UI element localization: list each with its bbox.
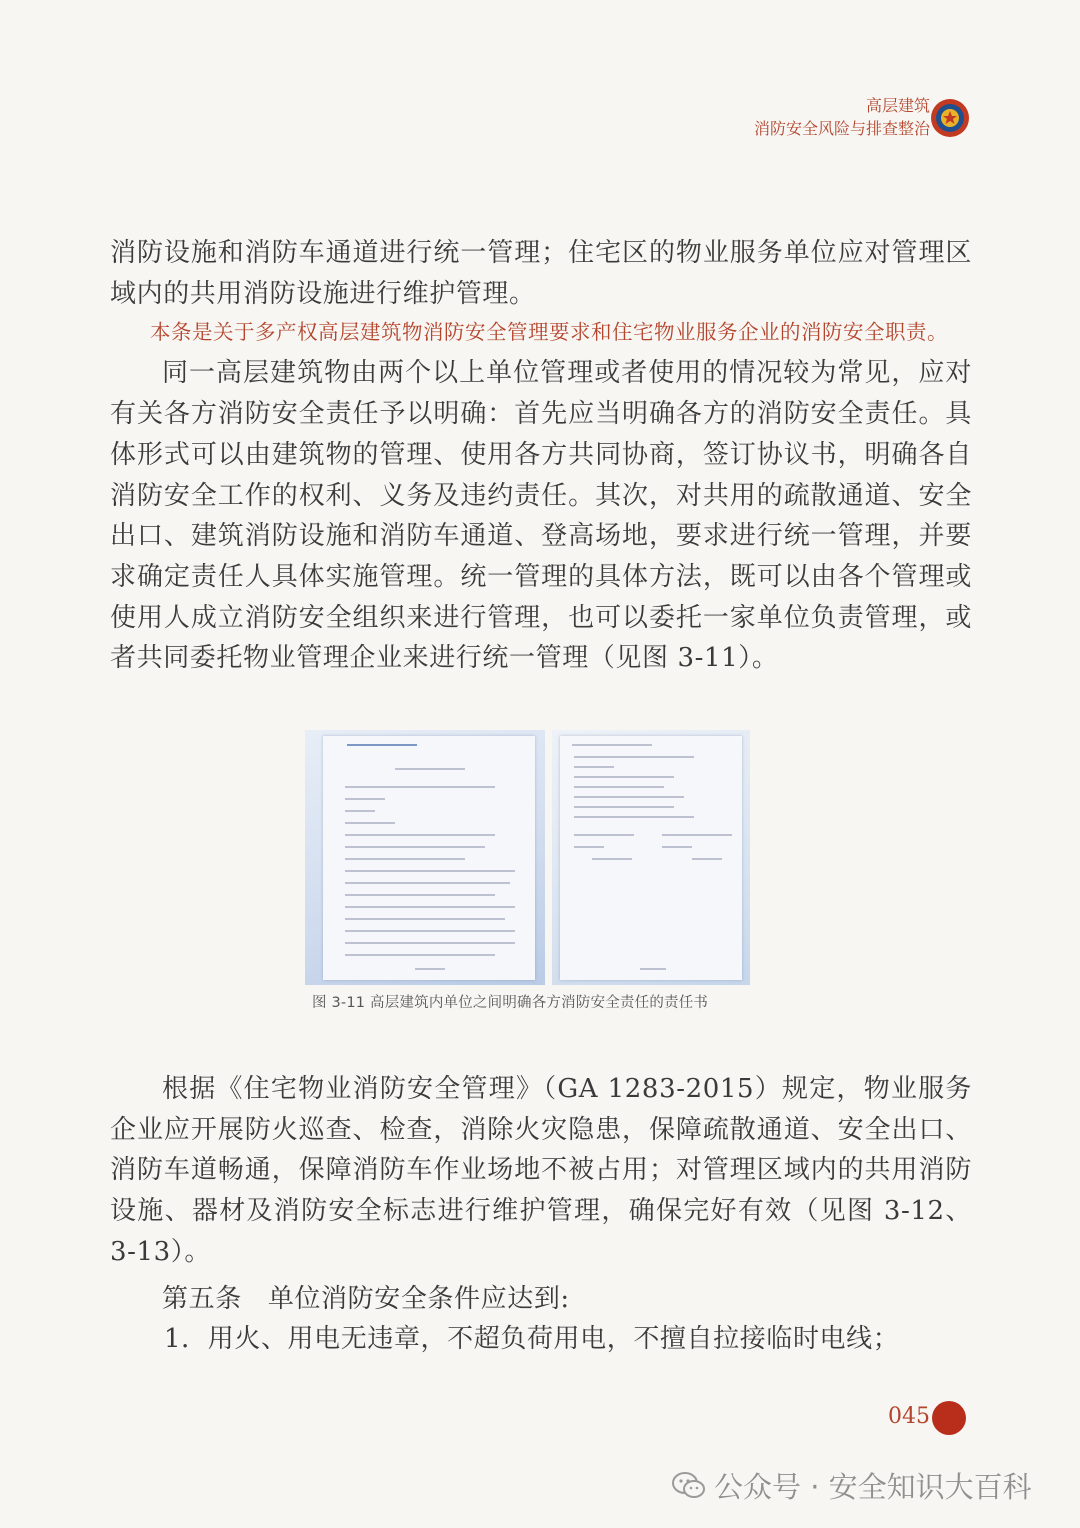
body-text-bottom [110,1069,972,1360]
responsibility-letter-photo-page2 [552,730,750,985]
commentary-note: 本条是关于多产权高层建筑物消防安全管理要求和住宅物业服务企业的消防安全职责。 [150,320,948,345]
watermark-text: 公众号 · 安全知识大百科 [714,1470,1032,1504]
article-text: 单位消防安全条件应达到: [267,1283,570,1314]
article-heading [110,1279,972,1320]
paragraph-explanation: 同一高层建筑物由两个以上单位管理或者使用的情况较为常见，应对有关各方消防安全责任予以明确：首先应当明确各方的消防安全责任。具体形式可以由建筑物的管理、使用各方共同协商，签订协议书，明确各自消防安全工作的权利、义务及违约责任。其次，对共用的疏散通道、安全出口、建筑消防设施和消防车通道、登高场地，要求进行统一管理，并要求确定责任人具体实施管理。统一管理的具体方法，既可以由各个管理或使用人成立消防安全组织来进行管理，也可以委托一家单位负责管理，或者共同委托物业管理企业来进行统一管理（见图 3-11）。 [110,358,972,674]
running-header [754,96,930,140]
page-number: 045 [888,1404,930,1429]
figure-3-11 [305,730,750,985]
responsibility-letter-photo-page1 [305,730,545,985]
wechat-icon [672,1471,706,1501]
header-title-line2: 消防安全风险与排查整治 [753,119,930,138]
fire-rescue-emblem-icon [930,98,970,138]
watermark [672,1465,1032,1506]
header-title-line1: 高层建筑 [865,96,930,115]
paragraph-regulation: 根据《住宅物业消防安全管理》（GA 1283-2015）规定，物业服务企业应开展防火巡查、检查，消除火灾隐患，保障疏散通道、安全出口、消防车道畅通，保障消防车作业场地不被占用；对管理区域内的共用消防设施、器材及消防安全标志进行维护管理，确保完好有效（见图 3-12、3-13）。 [110,1074,972,1267]
paragraph-continuation: 消防设施和消防车通道进行统一管理；住宅区的物业服务单位应对管理区域内的共用消防设施进行维护管理。 [110,238,972,309]
figure-caption: 图 3-11 高层建筑内单位之间明确各方消防安全责任的责任书 [312,995,709,1011]
list-item: 1．用火、用电无违章，不超负荷用电，不擅自拉接临时电线； [164,1324,900,1355]
article-number: 第五条 [162,1283,242,1314]
body-text-top [110,233,972,679]
page-number-dot [932,1401,966,1435]
